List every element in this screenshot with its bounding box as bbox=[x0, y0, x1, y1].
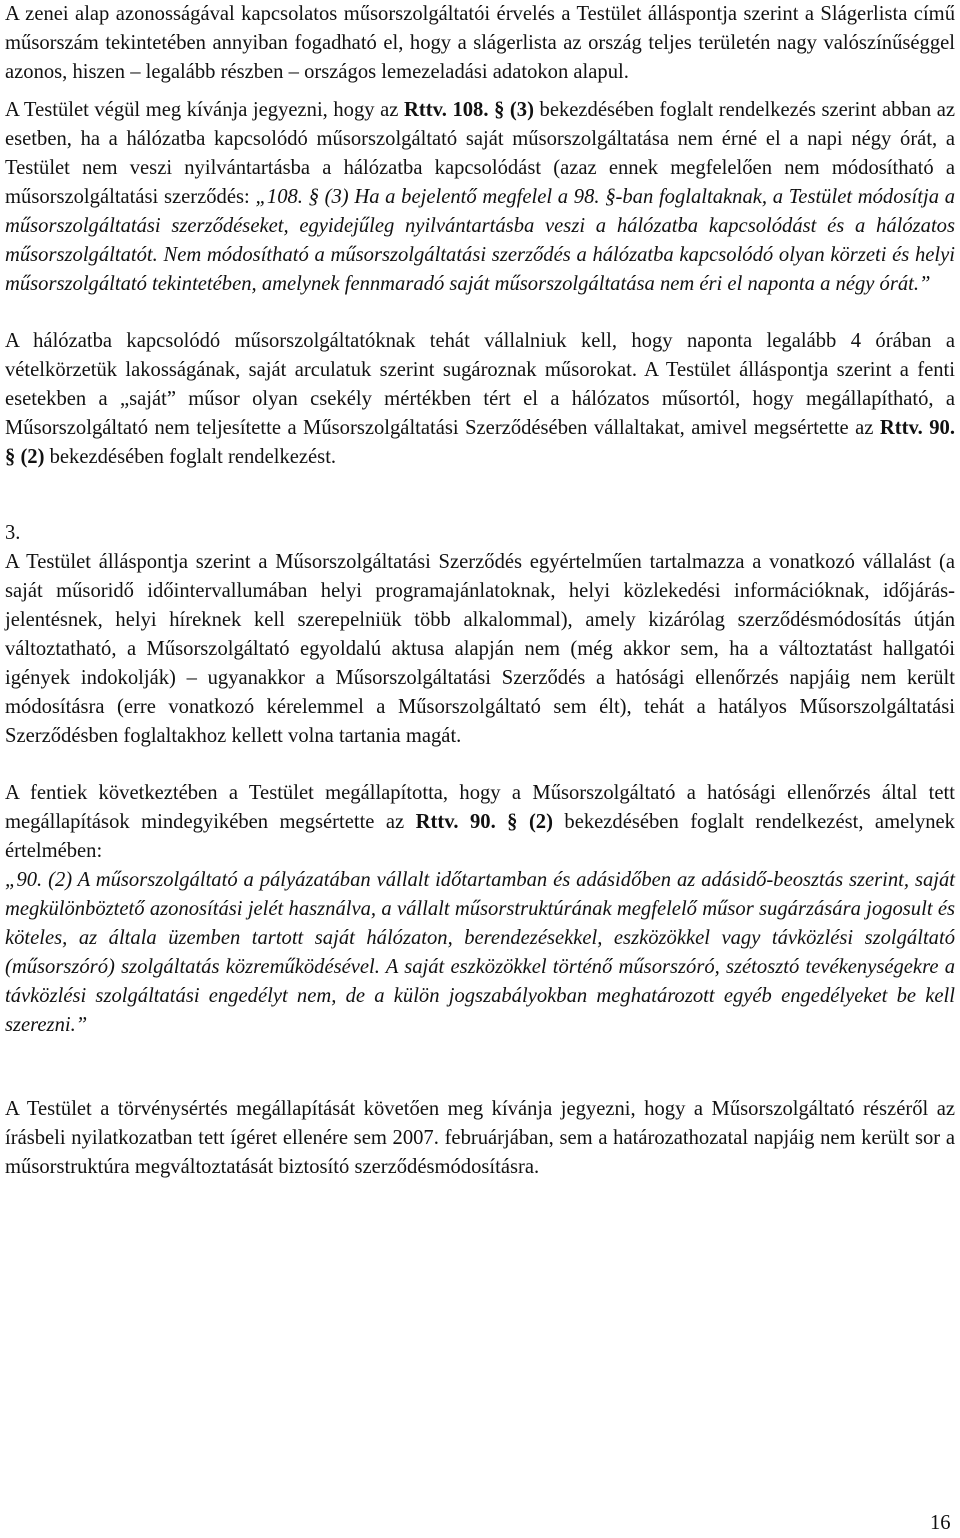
paragraph-5 bbox=[5, 779, 955, 1040]
paragraph-1: A zenei alap azonosságával kapcsolatos műsorszolgáltatói érvelés a Testület álláspontja szerint a Slágerlista című műsorszám tekintetében annyiban fogadható el, hogy a slágerlista az ország teljes területén nagy valószínűséggel azonos, hiszen – legalább részben – országos lemezeladási adatokon alapul. bbox=[5, 3, 955, 83]
paragraph-5-law-reference: Rttv. 90. § (2) bbox=[415, 811, 553, 833]
paragraph-2-law-reference: Rttv. 108. § (3) bbox=[404, 99, 534, 121]
paragraph-5-text-end: bekezdésében foglalt rendelkezést, amelynek értelmében: bbox=[5, 811, 955, 862]
document-page bbox=[5, 0, 955, 1182]
paragraph-2 bbox=[5, 96, 955, 299]
paragraph-6: A Testület a törvénysértés megállapítását követően meg kívánja jegyezni, hogy a Műsorszolgáltató részéről az írásbeli nyilatkozatban tett ígéret ellenére sem 2007. februárjában, sem a határozathozatal napjáig nem került sor a műsorstruktúra megváltoztatását biztosító szerződésmódosításra. bbox=[5, 1098, 955, 1178]
section-number: 3. bbox=[5, 522, 21, 544]
paragraph-3-law-reference: Rttv. 90. § (2) bbox=[5, 417, 955, 468]
paragraph-5-text-start: A fentiek következtében a Testület megállapította, hogy a Műsorszolgáltató a hatósági ellenőrzés által tett megállapítások mindegyikében megsértette az bbox=[5, 782, 955, 833]
paragraph-3-text-end: bekezdésében foglalt rendelkezést. bbox=[44, 446, 337, 468]
paragraph-2-quotation: „108. § (3) Ha a bejelentő megfelel a 98. §-ban foglaltaknak, a Testület módosítja a műsorszolgáltatási szerződéseket, egyidejűleg nyilvántartásba veszi a hálózatba kapcsolódást és a hálózatos műsorszolgáltatót. Nem módosítható a műsorszolgáltatási szerződés a hálózatba kapcsolódó olyan körzeti és helyi műsorszolgáltató tekintetében, amelynek fennmaradó saját műsorszolgáltatása nem éri el naponta a négy órát.” bbox=[5, 186, 955, 295]
paragraph-5-quotation: „90. (2) A műsorszolgáltató a pályázatában vállalt időtartamban és adásidőben az adásidő-beosztás szerint, saját megkülönböztető azonosítási jelét használva, a vállalt műsorstruktúrának megfelelő műsor sugárzására jogosult és köteles, az általa üzemben tartott saját hálózaton, berendezésekkel, eszközökkel vagy távközlési szolgáltató (műsorszóró) szolgáltatás közreműködésével. A saját eszközökkel történő műsorszóró, szétosztó tevékenységekre a távközlési szolgáltatási engedélyt nem, de a külön jogszabályokban meghatározott egyéb engedélyeket be kell szerezni.” bbox=[5, 869, 955, 1036]
paragraph-2-text-start: A Testület végül meg kívánja jegyezni, hogy az bbox=[5, 99, 404, 121]
paragraph-2-text-middle: bekezdésében foglalt rendelkezés szerint abban az esetben, ha a hálózatba kapcsolódó műsorszolgáltató saját műsorszolgáltatása nem érné el a napi négy órát, a Testület nem veszi nyilvántartásba a hálózatba kapcsolódást (azaz ennek megfelelően nem módosítható a műsorszolgáltatási szerződés: bbox=[5, 99, 955, 208]
paragraph-3 bbox=[5, 327, 955, 472]
paragraph-4: A Testület álláspontja szerint a Műsorszolgáltatási Szerződés egyértelműen tartalmazza a vonatkozó vállalást (a saját műsoridő időintervallumában helyi programajánlatoknak, helyi közlekedési információknak, időjárás-jelentésnek, helyi híreknek kell szerepelniük több alkalommal), amely kizárólag szerződésmódosítás útján változtatható, a Műsorszolgáltató egyoldalú aktusa alapján nem (még akkor sem, ha a változtatást hallgatói igények indokolják) – ugyanakkor a Műsorszolgáltatási Szerződés a hatósági ellenőrzés napjáig nem került módosításra (erre vonatkozó kérelemmel a Műsorszolgáltató sem élt), tehát a hatályos Műsorszolgáltatási Szerződésben foglaltakhoz kellett volna tartania magát. bbox=[5, 551, 955, 747]
page-number: 16 bbox=[930, 1512, 951, 1534]
paragraph-3-text-start: A hálózatba kapcsolódó műsorszolgáltatóknak tehát vállalniuk kell, hogy naponta legalább 4 órában a vételkörzetük lakosságának, saját arculatuk szerint sugároznak műsorokat. A Testület álláspontja szerint a fenti esetekben a „saját” műsor olyan csekély mértékben tért el a hálózatos műsortól, hogy megállapítható, a Műsorszolgáltató nem teljesítette a Műsorszolgáltatási Szerződésében vállaltakat, amivel megsértette az bbox=[5, 330, 955, 439]
